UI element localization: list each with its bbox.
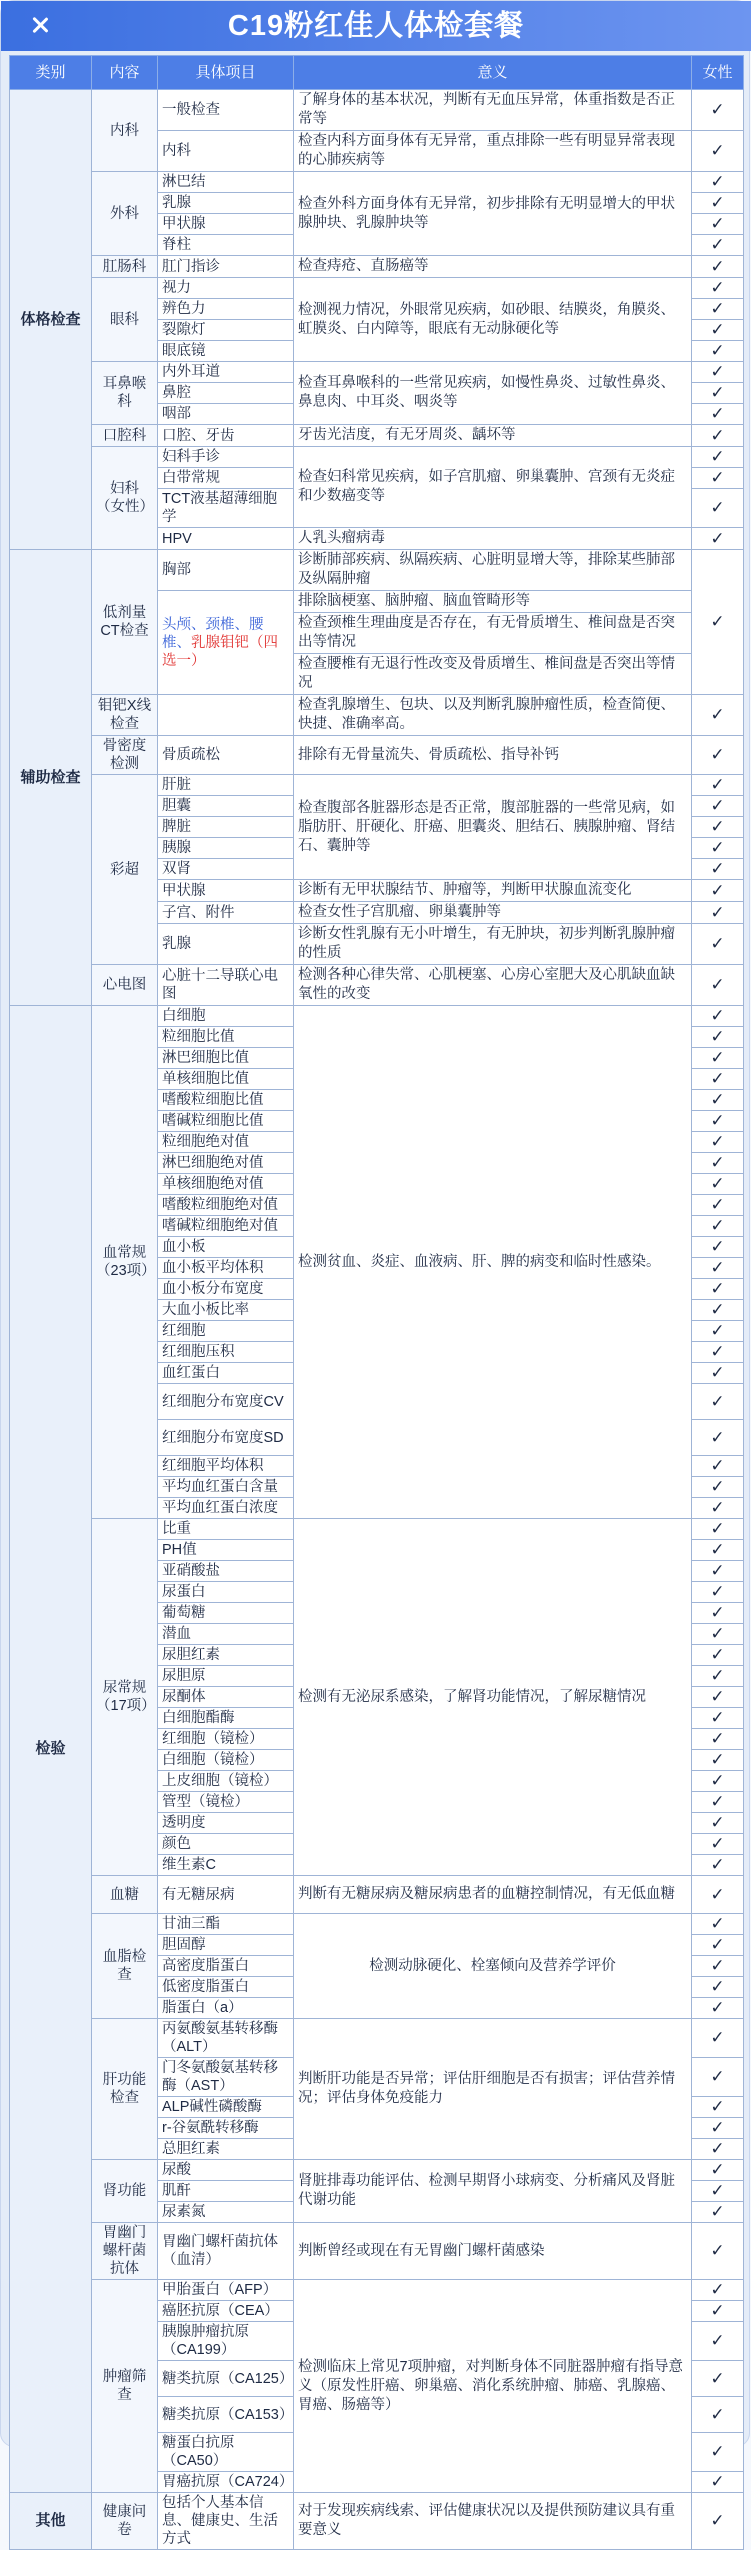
content-cell: 尿常规（17项） <box>92 1519 158 1876</box>
female-check-icon: ✓ <box>692 1519 744 1540</box>
female-check-icon: ✓ <box>692 1876 744 1914</box>
table-row <box>10 965 744 1006</box>
female-check-icon: ✓ <box>692 2202 744 2223</box>
item-cell: 口腔、牙齿 <box>158 425 294 447</box>
female-check-icon: ✓ <box>692 447 744 468</box>
female-check-icon: ✓ <box>692 2118 744 2139</box>
female-check-icon: ✓ <box>692 1855 744 1876</box>
item-cell: 平均血红蛋白含量 <box>158 1477 294 1498</box>
female-check-icon: ✓ <box>692 193 744 214</box>
item-cell: 门冬氨酸氨基转移酶（AST） <box>158 2058 294 2097</box>
female-check-icon: ✓ <box>692 1666 744 1687</box>
table-row <box>10 278 744 299</box>
table-row <box>10 695 744 736</box>
female-check-icon: ✓ <box>692 131 744 172</box>
meaning-cell: 对于发现疾病线索、评估健康状况以及提供预防建议具有重要意义 <box>294 2493 692 2550</box>
item-cell: 淋巴细胞绝对值 <box>158 1153 294 1174</box>
female-check-icon: ✓ <box>692 2280 744 2301</box>
female-check-icon: ✓ <box>692 1624 744 1645</box>
meaning-cell: 了解身体的基本状况，判断有无血压异常，体重指数是否正常等 <box>294 90 692 131</box>
female-check-icon: ✓ <box>692 817 744 838</box>
meaning-cell: 检测动脉硬化、栓塞倾向及营养学评价 <box>294 1914 692 2019</box>
table-row <box>10 1519 744 1540</box>
content-cell: 口腔科 <box>92 425 158 447</box>
item-cell: 鼻腔 <box>158 383 294 404</box>
item-cell: 乳腺 <box>158 924 294 965</box>
table-row <box>10 256 744 278</box>
meaning-cell: 诊断有无甲状腺结节、肿瘤等，判断甲状腺血流变化 <box>294 880 692 902</box>
item-cell: 肌酐 <box>158 2181 294 2202</box>
female-check-icon: ✓ <box>692 1363 744 1384</box>
item-cell: 血小板平均体积 <box>158 1258 294 1279</box>
female-check-icon: ✓ <box>692 775 744 796</box>
female-check-icon: ✓ <box>692 2097 744 2118</box>
choice-note: 乳腺钼钯（四选一） <box>162 634 278 669</box>
female-check-icon: ✓ <box>692 1687 744 1708</box>
item-cell: 白带常规 <box>158 468 294 489</box>
female-check-icon: ✓ <box>692 1771 744 1792</box>
female-check-icon: ✓ <box>692 90 744 131</box>
item-cell: 一般检查 <box>158 90 294 131</box>
item-cell: 包括个人基本信息、健康史、生活方式 <box>158 2493 294 2550</box>
content-cell: 妇科（女性） <box>92 447 158 550</box>
item-cell: ALP碱性磷酸酶 <box>158 2097 294 2118</box>
female-check-icon: ✓ <box>692 1456 744 1477</box>
content-cell: 彩超 <box>92 775 158 965</box>
meaning-cell: 检查女性子宫肌瘤、卵巢囊肿等 <box>294 902 692 924</box>
female-check-icon: ✓ <box>692 383 744 404</box>
item-cell <box>158 591 294 695</box>
female-check-icon: ✓ <box>692 2301 744 2322</box>
meaning-cell: 检测各种心律失常、心肌梗塞、心房心室肥大及心肌缺血缺氧性的改变 <box>294 965 692 1006</box>
item-cell: 子宫、附件 <box>158 902 294 924</box>
content-cell: 健康问卷 <box>92 2493 158 2550</box>
table-row <box>10 736 744 775</box>
item-cell: 葡萄糖 <box>158 1603 294 1624</box>
item-cell: 尿胆红素 <box>158 1645 294 1666</box>
female-check-icon: ✓ <box>692 256 744 278</box>
item-cell: 视力 <box>158 278 294 299</box>
item-cell: 低密度脂蛋白 <box>158 1977 294 1998</box>
female-check-icon: ✓ <box>692 528 744 550</box>
item-cell: 糖类抗原（CA153） <box>158 2397 294 2433</box>
column-header: 类别 <box>10 56 92 90</box>
table-row <box>10 425 744 447</box>
female-check-icon: ✓ <box>692 924 744 965</box>
female-check-icon: ✓ <box>692 859 744 880</box>
meaning-cell: 肾脏排毒功能评估、检测早期肾小球病变、分析痛风及肾脏代谢功能 <box>294 2160 692 2223</box>
meaning-cell: 诊断肺部疾病、纵隔疾病、心脏明显增大等，排除某些肺部及纵隔肿瘤 <box>294 550 692 591</box>
item-cell: 大血小板比率 <box>158 1300 294 1321</box>
content-cell: 心电图 <box>92 965 158 1006</box>
item-cell: 淋巴细胞比值 <box>158 1048 294 1069</box>
female-check-icon: ✓ <box>692 1216 744 1237</box>
item-cell: 乳腺 <box>158 193 294 214</box>
item-cell: 白细胞（镜检） <box>158 1750 294 1771</box>
choice-text: 头颅、颈椎、腰椎、 <box>162 616 264 651</box>
female-check-icon: ✓ <box>692 1279 744 1300</box>
content-cell: 眼科 <box>92 278 158 362</box>
content-cell: 外科 <box>92 172 158 256</box>
female-check-icon: ✓ <box>692 489 744 528</box>
item-cell: 胆囊 <box>158 796 294 817</box>
female-check-icon: ✓ <box>692 1006 744 1027</box>
item-cell: 单核细胞绝对值 <box>158 1174 294 1195</box>
table-row <box>10 2280 744 2301</box>
category-cell: 检验 <box>10 1006 92 2493</box>
item-cell: 红细胞平均体积 <box>158 1456 294 1477</box>
table-row <box>10 2223 744 2280</box>
meaning-cell: 判断肝功能是否异常；评估肝细胞是否有损害；评估营养情况；评估身体免疫能力 <box>294 2019 692 2160</box>
female-check-icon: ✓ <box>692 1321 744 1342</box>
female-check-icon: ✓ <box>692 2181 744 2202</box>
item-cell: 管型（镜检） <box>158 1792 294 1813</box>
item-cell: 嗜碱粒细胞比值 <box>158 1111 294 1132</box>
meaning-cell: 检查外科方面身体有无异常，初步排除有无明显增大的甲状腺肿块、乳腺肿块等 <box>294 172 692 256</box>
female-check-icon: ✓ <box>692 1174 744 1195</box>
content-cell: 肿瘤筛查 <box>92 2280 158 2493</box>
item-cell: 癌胚抗原（CEA） <box>158 2301 294 2322</box>
item-cell: 甲胎蛋白（AFP） <box>158 2280 294 2301</box>
item-cell: PH值 <box>158 1540 294 1561</box>
item-cell: 维生素C <box>158 1855 294 1876</box>
female-check-icon: ✓ <box>692 550 744 695</box>
female-check-icon: ✓ <box>692 1342 744 1363</box>
item-cell: 骨质疏松 <box>158 736 294 775</box>
item-cell: r-谷氨酰转移酶 <box>158 2118 294 2139</box>
item-cell: 脊柱 <box>158 235 294 256</box>
female-check-icon: ✓ <box>692 1090 744 1111</box>
content-cell: 血脂检查 <box>92 1914 158 2019</box>
female-check-icon: ✓ <box>692 1645 744 1666</box>
female-check-icon: ✓ <box>692 2433 744 2472</box>
item-cell: 血红蛋白 <box>158 1363 294 1384</box>
female-check-icon: ✓ <box>692 320 744 341</box>
female-check-icon: ✓ <box>692 235 744 256</box>
item-cell: 嗜酸粒细胞绝对值 <box>158 1195 294 1216</box>
female-check-icon: ✓ <box>692 1132 744 1153</box>
category-cell: 其他 <box>10 2493 92 2550</box>
item-cell: 粒细胞绝对值 <box>158 1132 294 1153</box>
item-cell: 颜色 <box>158 1834 294 1855</box>
table-row <box>10 362 744 383</box>
female-check-icon: ✓ <box>692 278 744 299</box>
column-header: 具体项目 <box>158 56 294 90</box>
meaning-cell: 检查耳鼻喉科的一些常见疾病，如慢性鼻炎、过敏性鼻炎、鼻息肉、中耳炎、咽炎等 <box>294 362 692 425</box>
female-check-icon: ✓ <box>692 1582 744 1603</box>
item-cell: 潜血 <box>158 1624 294 1645</box>
table-row <box>10 2493 744 2550</box>
female-check-icon: ✓ <box>692 2019 744 2058</box>
female-check-icon: ✓ <box>692 965 744 1006</box>
female-check-icon: ✓ <box>692 1384 744 1420</box>
item-cell: 胆固醇 <box>158 1935 294 1956</box>
item-cell: 尿蛋白 <box>158 1582 294 1603</box>
female-check-icon: ✓ <box>692 172 744 193</box>
table-row <box>10 2160 744 2181</box>
meaning-cell: 检查妇科常见疾病，如子宫肌瘤、卵巢囊肿、宫颈有无炎症和少数癌变等 <box>294 447 692 528</box>
content-cell: 耳鼻喉科 <box>92 362 158 425</box>
female-check-icon: ✓ <box>692 1813 744 1834</box>
item-cell: 肛门指诊 <box>158 256 294 278</box>
meaning-cell: 排除有无骨量流失、骨质疏松、指导补钙 <box>294 736 692 775</box>
meaning-cell: 排除脑梗塞、脑肿瘤、脑血管畸形等 <box>294 591 692 613</box>
table-row <box>10 2019 744 2058</box>
item-cell: 尿酮体 <box>158 1687 294 1708</box>
female-check-icon: ✓ <box>692 2139 744 2160</box>
item-cell <box>158 695 294 736</box>
item-cell: 甲状腺 <box>158 214 294 235</box>
female-check-icon: ✓ <box>692 1027 744 1048</box>
item-cell: 脂蛋白（a） <box>158 1998 294 2019</box>
female-check-icon: ✓ <box>692 1258 744 1279</box>
female-check-icon: ✓ <box>692 1498 744 1519</box>
female-check-icon: ✓ <box>692 902 744 924</box>
meaning-cell: 检查腰椎有无退行性改变及骨质增生、椎间盘是否突出等情况 <box>294 654 692 695</box>
item-cell: 上皮细胞（镜检） <box>158 1771 294 1792</box>
female-check-icon: ✓ <box>692 214 744 235</box>
meaning-cell: 诊断女性乳腺有无小叶增生，有无肿块，初步判断乳腺肿瘤的性质 <box>294 924 692 965</box>
female-check-icon: ✓ <box>692 1300 744 1321</box>
item-cell: 肝脏 <box>158 775 294 796</box>
item-cell: 比重 <box>158 1519 294 1540</box>
table-row <box>10 1876 744 1914</box>
checkup-table <box>9 55 744 2550</box>
female-check-icon: ✓ <box>692 2058 744 2097</box>
meaning-cell: 人乳头瘤病毒 <box>294 528 692 550</box>
female-check-icon: ✓ <box>692 1048 744 1069</box>
female-check-icon: ✓ <box>692 880 744 902</box>
table-row <box>10 90 744 131</box>
item-cell: 裂隙灯 <box>158 320 294 341</box>
content-cell: 肾功能 <box>92 2160 158 2223</box>
female-check-icon: ✓ <box>692 1603 744 1624</box>
item-cell: 咽部 <box>158 404 294 425</box>
table-row <box>10 1006 744 1027</box>
female-check-icon: ✓ <box>692 736 744 775</box>
female-check-icon: ✓ <box>692 1111 744 1132</box>
female-check-icon: ✓ <box>692 2361 744 2397</box>
female-check-icon: ✓ <box>692 1729 744 1750</box>
item-cell: 高密度脂蛋白 <box>158 1956 294 1977</box>
meaning-cell: 检查乳腺增生、包块、以及判断乳腺肿瘤性质，检查简便、快捷、准确率高。 <box>294 695 692 736</box>
content-cell: 血糖 <box>92 1876 158 1914</box>
female-check-icon: ✓ <box>692 1750 744 1771</box>
female-check-icon: ✓ <box>692 2472 744 2493</box>
table-row <box>10 1914 744 1935</box>
item-cell: 内外耳道 <box>158 362 294 383</box>
table-row <box>10 447 744 468</box>
item-cell: 糖类抗原（CA125） <box>158 2361 294 2397</box>
meaning-cell: 检查颈椎生理曲度是否存在，有无骨质增生、椎间盘是否突出等情况 <box>294 613 692 654</box>
female-check-icon: ✓ <box>692 425 744 447</box>
item-cell: 红细胞分布宽度SD <box>158 1420 294 1456</box>
female-check-icon: ✓ <box>692 2160 744 2181</box>
item-cell: 嗜酸粒细胞比值 <box>158 1090 294 1111</box>
item-cell: 丙氨酸氨基转移酶（ALT） <box>158 2019 294 2058</box>
content-cell: 骨密度检测 <box>92 736 158 775</box>
item-cell: 尿素氮 <box>158 2202 294 2223</box>
female-check-icon: ✓ <box>692 1914 744 1935</box>
item-cell: 辨色力 <box>158 299 294 320</box>
item-cell: 红细胞分布宽度CV <box>158 1384 294 1420</box>
female-check-icon: ✓ <box>692 838 744 859</box>
female-check-icon: ✓ <box>692 1561 744 1582</box>
item-cell: TCT液基超薄细胞学 <box>158 489 294 528</box>
table-row <box>10 775 744 796</box>
item-cell: 尿胆原 <box>158 1666 294 1687</box>
table-row <box>10 172 744 193</box>
female-check-icon: ✓ <box>692 2322 744 2361</box>
female-check-icon: ✓ <box>692 1540 744 1561</box>
item-cell: 双肾 <box>158 859 294 880</box>
item-cell: 红细胞 <box>158 1321 294 1342</box>
item-cell: 嗜碱粒细胞绝对值 <box>158 1216 294 1237</box>
female-check-icon: ✓ <box>692 1977 744 1998</box>
content-cell: 肛肠科 <box>92 256 158 278</box>
item-cell: 眼底镜 <box>158 341 294 362</box>
item-cell: HPV <box>158 528 294 550</box>
meaning-cell: 检查腹部各脏器形态是否正常，腹部脏器的一些常见病，如脂肪肝、肝硬化、肝癌、胆囊炎、胆结石、胰腺肿瘤、肾结石、囊肿等 <box>294 775 692 880</box>
item-cell: 淋巴结 <box>158 172 294 193</box>
female-check-icon: ✓ <box>692 1477 744 1498</box>
female-check-icon: ✓ <box>692 2493 744 2550</box>
item-cell: 甘油三酯 <box>158 1914 294 1935</box>
column-header: 意义 <box>294 56 692 90</box>
item-cell: 平均血红蛋白浓度 <box>158 1498 294 1519</box>
female-check-icon: ✓ <box>692 468 744 489</box>
content-cell: 低剂量CT检查 <box>92 550 158 695</box>
item-cell: 内科 <box>158 131 294 172</box>
item-cell: 胸部 <box>158 550 294 591</box>
female-check-icon: ✓ <box>692 362 744 383</box>
item-cell: 胰腺 <box>158 838 294 859</box>
meaning-cell: 检测临床上常见7项肿瘤，对判断身体不同脏器肿瘤有指导意义（原发性肝癌、卵巢癌、消化系统肿瘤、肺癌、乳腺癌、胃癌、肠癌等） <box>294 2280 692 2493</box>
item-cell: 白细胞 <box>158 1006 294 1027</box>
female-check-icon: ✓ <box>692 1834 744 1855</box>
meaning-cell: 检查痔疮、直肠癌等 <box>294 256 692 278</box>
female-check-icon: ✓ <box>692 1153 744 1174</box>
item-cell: 红细胞（镜检） <box>158 1729 294 1750</box>
content-cell: 钼钯X线检查 <box>92 695 158 736</box>
item-cell: 胃癌抗原（CA724） <box>158 2472 294 2493</box>
item-cell: 单核细胞比值 <box>158 1069 294 1090</box>
female-check-icon: ✓ <box>692 1195 744 1216</box>
item-cell: 胃幽门螺杆菌抗体（血清） <box>158 2223 294 2280</box>
item-cell: 透明度 <box>158 1813 294 1834</box>
female-check-icon: ✓ <box>692 796 744 817</box>
item-cell: 白细胞酯酶 <box>158 1708 294 1729</box>
female-check-icon: ✓ <box>692 695 744 736</box>
female-check-icon: ✓ <box>692 1420 744 1456</box>
column-header: 内容 <box>92 56 158 90</box>
item-cell: 尿酸 <box>158 2160 294 2181</box>
page-title: C19粉红佳人体检套餐 <box>227 10 525 42</box>
item-cell: 脾脏 <box>158 817 294 838</box>
content-cell: 内科 <box>92 90 158 172</box>
female-check-icon: ✓ <box>692 1237 744 1258</box>
item-cell: 亚硝酸盐 <box>158 1561 294 1582</box>
item-cell: 有无糖尿病 <box>158 1876 294 1914</box>
item-cell: 妇科手诊 <box>158 447 294 468</box>
item-cell: 红细胞压积 <box>158 1342 294 1363</box>
item-cell: 胰腺肿瘤抗原（CA199） <box>158 2322 294 2361</box>
meaning-cell: 检测贫血、炎症、血液病、肝、脾的病变和临时性感染。 <box>294 1006 692 1519</box>
female-check-icon: ✓ <box>692 1935 744 1956</box>
item-cell: 心脏十二导联心电图 <box>158 965 294 1006</box>
content-cell: 胃幽门螺杆菌抗体 <box>92 2223 158 2280</box>
female-check-icon: ✓ <box>692 341 744 362</box>
title-bar <box>1 1 751 51</box>
meaning-cell: 检测视力情况，外眼常见疾病，如砂眼、结膜炎，角膜炎、虹膜炎、白内障等，眼底有无动脉硬化等 <box>294 278 692 362</box>
female-check-icon: ✓ <box>692 1708 744 1729</box>
content-cell: 肝功能检查 <box>92 2019 158 2160</box>
column-header: 女性 <box>692 56 744 90</box>
female-check-icon: ✓ <box>692 2223 744 2280</box>
category-cell: 体格检查 <box>10 90 92 550</box>
meaning-cell: 判断有无糖尿病及糖尿病患者的血糖控制情况，有无低血糖 <box>294 1876 692 1914</box>
female-check-icon: ✓ <box>692 2397 744 2433</box>
female-check-icon: ✓ <box>692 1792 744 1813</box>
female-check-icon: ✓ <box>692 299 744 320</box>
meaning-cell: 判断曾经或现在有无胃幽门螺杆菌感染 <box>294 2223 692 2280</box>
female-check-icon: ✓ <box>692 1998 744 2019</box>
item-cell: 总胆红素 <box>158 2139 294 2160</box>
female-check-icon: ✓ <box>692 1956 744 1977</box>
item-cell: 血小板分布宽度 <box>158 1279 294 1300</box>
item-cell: 血小板 <box>158 1237 294 1258</box>
category-cell: 辅助检查 <box>10 550 92 1006</box>
item-cell: 糖蛋白抗原（CA50） <box>158 2433 294 2472</box>
meaning-cell: 检测有无泌尿系感染，了解肾功能情况，了解尿糖情况 <box>294 1519 692 1876</box>
item-cell: 粒细胞比值 <box>158 1027 294 1048</box>
meaning-cell: 检查内科方面身体有无异常，重点排除一些有明显异常表现的心肺疾病等 <box>294 131 692 172</box>
item-cell: 甲状腺 <box>158 880 294 902</box>
table-row <box>10 550 744 591</box>
content-cell: 血常规（23项） <box>92 1006 158 1519</box>
female-check-icon: ✓ <box>692 1069 744 1090</box>
meaning-cell: 牙齿光洁度，有无牙周炎、龋坏等 <box>294 425 692 447</box>
female-check-icon: ✓ <box>692 404 744 425</box>
